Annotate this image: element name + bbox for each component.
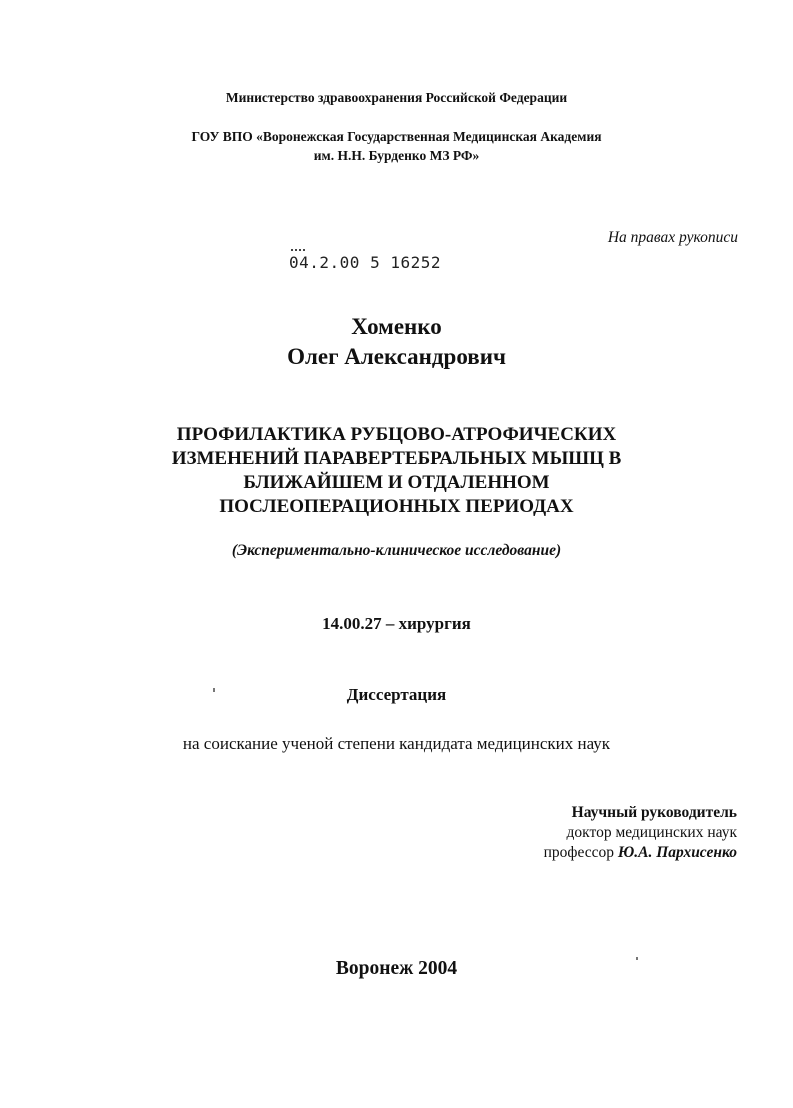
supervisor-heading: Научный руководитель	[571, 804, 737, 821]
city-and-year: Воронеж 2004	[335, 958, 458, 979]
thesis-title-line-1: ПРОФИЛАКТИКА РУБЦОВО-АТРОФИЧЕСКИХ	[176, 424, 617, 445]
scan-speck	[636, 957, 638, 960]
manuscript-rights-note: На правах рукописи	[607, 229, 738, 246]
supervisor-block	[544, 803, 737, 863]
registry-number: 04.2.00 5 16252	[289, 253, 441, 272]
institution-name	[0, 127, 793, 165]
ministry-name: Министерство здравоохранения Российской Федерации	[225, 90, 568, 105]
thesis-title-line-3: БЛИЖАЙШЕМ И ОТДАЛЕННОМ	[243, 472, 550, 493]
supervisor-degree: доктор медицинских наук	[566, 824, 737, 841]
supervisor-title: профессор	[543, 844, 614, 861]
scan-speck	[213, 688, 215, 692]
supervisor-name: Ю.А. Пархисенко	[617, 844, 737, 861]
thesis-title-line-4: ПОСЛЕОПЕРАЦИОННЫХ ПЕРИОДАХ	[219, 496, 574, 517]
author-surname: Хоменко	[351, 314, 442, 339]
thesis-title-line-2: ИЗМЕНЕНИЙ ПАРАВЕРТЕБРАЛЬНЫХ МЫШЦ В	[171, 448, 622, 469]
thesis-title	[0, 423, 793, 519]
author-given-names: Олег Александрович	[287, 344, 506, 369]
specialty-code: 14.00.27 – хирургия	[322, 614, 471, 633]
thesis-subtitle: (Экспериментально-клиническое исследование)	[231, 542, 562, 559]
degree-sought: на соискание ученой степени кандидата медицинских наук	[182, 734, 611, 753]
institution-line-1: ГОУ ВПО «Воронежская Государственная Медицинская Академия	[191, 129, 602, 144]
institution-line-2: им. Н.Н. Бурденко МЗ РФ»	[313, 148, 480, 163]
supervisor-title-line	[544, 843, 737, 863]
document-type: Диссертация	[346, 685, 447, 704]
